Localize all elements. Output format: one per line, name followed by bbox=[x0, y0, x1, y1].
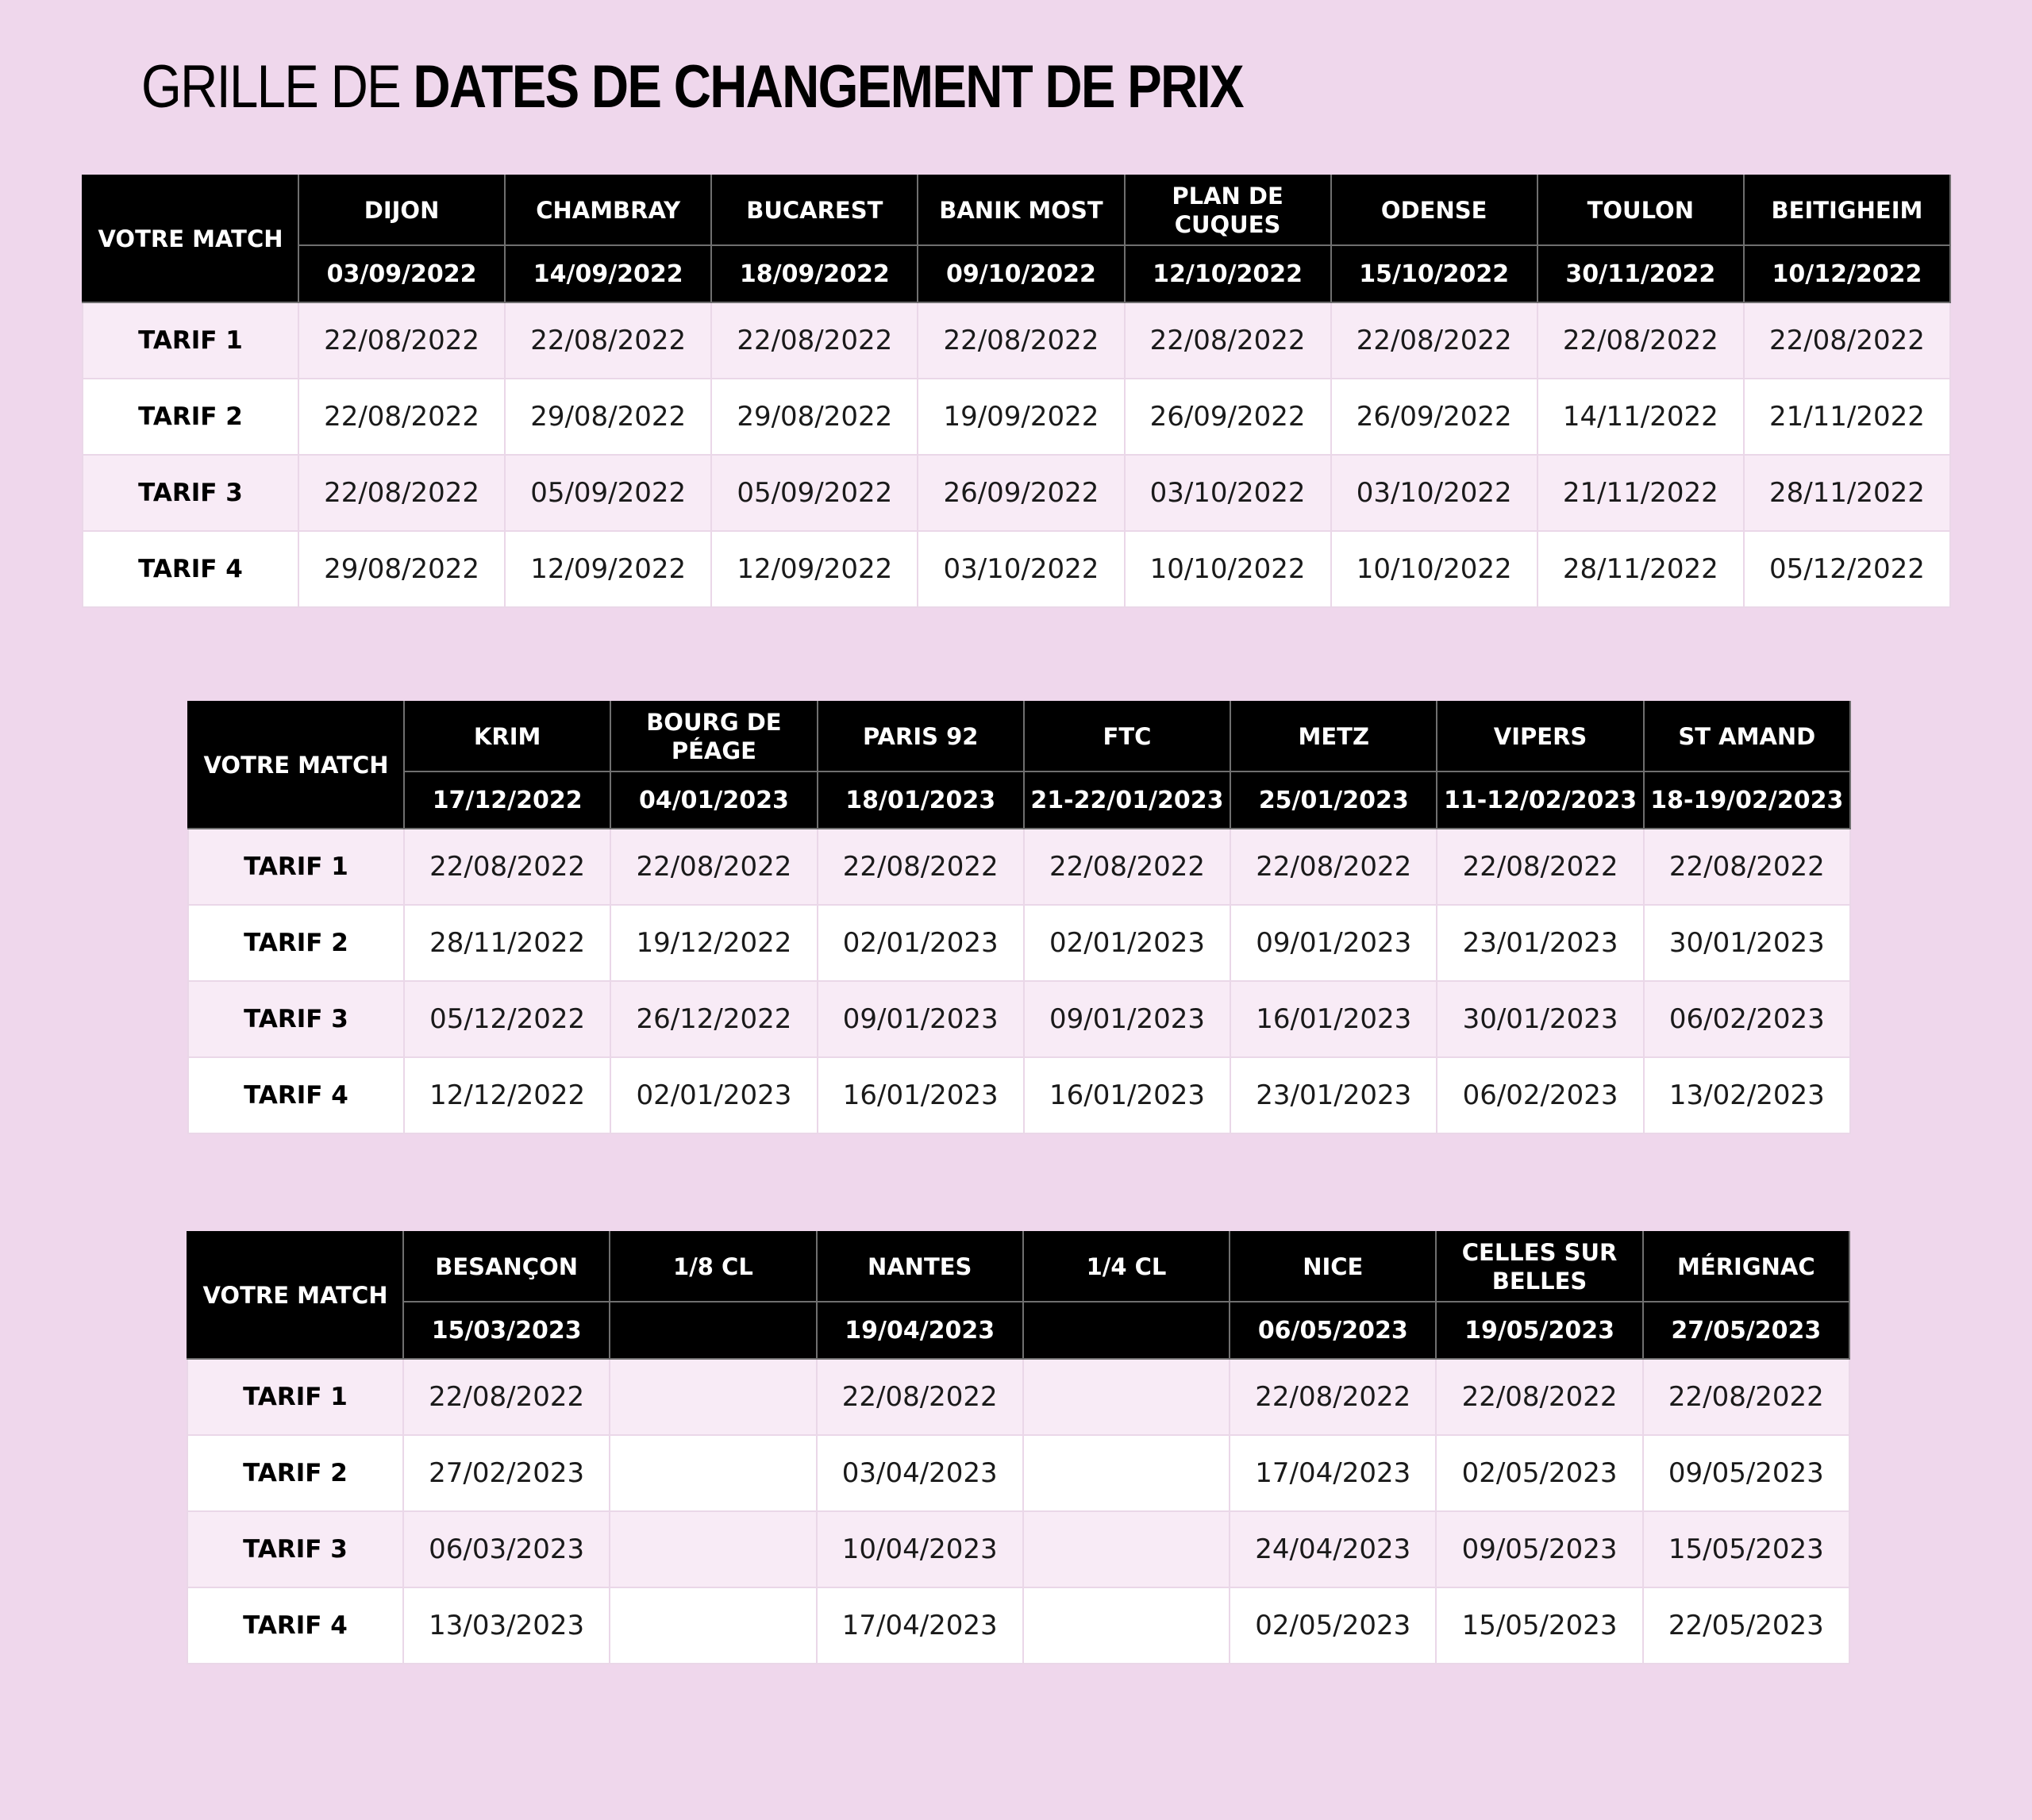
price-change-date-cell: 09/01/2023 bbox=[1230, 905, 1437, 981]
price-change-date-cell: 29/08/2022 bbox=[711, 379, 918, 455]
price-change-date-cell: 05/12/2022 bbox=[1744, 531, 1950, 607]
price-change-date-cell bbox=[1023, 1511, 1230, 1587]
price-change-date-cell: 24/04/2023 bbox=[1230, 1511, 1436, 1587]
price-change-date-cell: 29/08/2022 bbox=[298, 531, 505, 607]
column-header-match-date: 06/05/2023 bbox=[1230, 1302, 1436, 1359]
price-change-date-cell: 26/12/2022 bbox=[610, 981, 817, 1057]
row-label-tarif: TARIF 3 bbox=[83, 455, 298, 531]
price-change-date-cell: 28/11/2022 bbox=[1744, 455, 1950, 531]
column-header-match-name: ST AMAND bbox=[1644, 702, 1850, 771]
table-row bbox=[188, 829, 1850, 905]
column-header-match-name: NANTES bbox=[817, 1232, 1023, 1302]
column-header-match-date: 09/10/2022 bbox=[918, 245, 1124, 302]
column-header-match-date: 10/12/2022 bbox=[1744, 245, 1950, 302]
price-change-date-cell: 15/05/2023 bbox=[1643, 1511, 1849, 1587]
column-header-match-date: 15/03/2023 bbox=[403, 1302, 610, 1359]
price-change-date-cell: 22/08/2022 bbox=[1024, 829, 1230, 905]
price-change-date-cell: 19/12/2022 bbox=[610, 905, 817, 981]
row-label-tarif: TARIF 2 bbox=[83, 379, 298, 455]
price-change-date-cell: 12/12/2022 bbox=[404, 1057, 610, 1133]
price-change-date-cell: 06/02/2023 bbox=[1644, 981, 1850, 1057]
price-change-date-cell: 16/01/2023 bbox=[818, 1057, 1024, 1133]
table-header bbox=[188, 702, 1850, 829]
price-change-date-cell: 09/01/2023 bbox=[818, 981, 1024, 1057]
table-row bbox=[187, 1359, 1849, 1435]
table-header bbox=[83, 175, 1950, 302]
price-change-date-cell: 06/03/2023 bbox=[403, 1511, 610, 1587]
corner-cell-votre-match: VOTRE MATCH bbox=[188, 702, 404, 829]
column-header-match-name: DIJON bbox=[298, 175, 505, 245]
price-change-date-cell: 17/04/2023 bbox=[817, 1587, 1023, 1664]
price-change-date-cell: 30/01/2023 bbox=[1644, 905, 1850, 981]
price-change-date-cell: 22/08/2022 bbox=[918, 302, 1124, 379]
column-header-match-date: 11-12/02/2023 bbox=[1437, 771, 1643, 829]
price-change-date-cell: 13/03/2023 bbox=[403, 1587, 610, 1664]
table-row bbox=[187, 1511, 1849, 1587]
row-label-tarif: TARIF 4 bbox=[188, 1057, 404, 1133]
table-row bbox=[83, 379, 1950, 455]
price-change-date-cell: 22/08/2022 bbox=[1643, 1359, 1849, 1435]
column-header-match-date: 17/12/2022 bbox=[404, 771, 610, 829]
price-change-date-cell: 02/01/2023 bbox=[818, 905, 1024, 981]
price-table-1 bbox=[82, 175, 1951, 608]
price-change-date-cell: 23/01/2023 bbox=[1437, 905, 1643, 981]
price-change-date-cell: 12/09/2022 bbox=[505, 531, 711, 607]
price-change-date-cell: 22/08/2022 bbox=[403, 1359, 610, 1435]
price-change-date-cell: 10/04/2023 bbox=[817, 1511, 1023, 1587]
column-header-match-name: TOULON bbox=[1537, 175, 1744, 245]
price-change-date-cell: 14/11/2022 bbox=[1537, 379, 1744, 455]
row-label-tarif: TARIF 1 bbox=[187, 1359, 403, 1435]
column-header-match-date bbox=[1023, 1302, 1230, 1359]
header-row-matches bbox=[187, 1232, 1849, 1302]
price-change-date-cell: 03/10/2022 bbox=[1331, 455, 1537, 531]
table-row bbox=[187, 1587, 1849, 1664]
price-change-date-cell: 22/08/2022 bbox=[404, 829, 610, 905]
price-change-date-cell: 22/08/2022 bbox=[298, 379, 505, 455]
column-header-match-name: FTC bbox=[1024, 702, 1230, 771]
column-header-match-name: CHAMBRAY bbox=[505, 175, 711, 245]
column-header-match-name: BOURG DE PÉAGE bbox=[610, 702, 817, 771]
corner-cell-votre-match: VOTRE MATCH bbox=[187, 1232, 403, 1359]
column-header-match-name: MÉRIGNAC bbox=[1643, 1232, 1849, 1302]
price-change-date-cell: 16/01/2023 bbox=[1024, 1057, 1230, 1133]
price-change-date-cell: 22/08/2022 bbox=[1437, 829, 1643, 905]
price-change-date-cell: 22/08/2022 bbox=[1436, 1359, 1642, 1435]
price-change-date-cell: 02/01/2023 bbox=[1024, 905, 1230, 981]
table-body bbox=[188, 829, 1850, 1133]
row-label-tarif: TARIF 4 bbox=[187, 1587, 403, 1664]
price-change-date-cell: 22/08/2022 bbox=[505, 302, 711, 379]
price-change-date-cell: 29/08/2022 bbox=[505, 379, 711, 455]
price-change-date-cell: 22/08/2022 bbox=[817, 1359, 1023, 1435]
price-change-date-cell: 05/12/2022 bbox=[404, 981, 610, 1057]
price-change-date-cell: 03/04/2023 bbox=[817, 1435, 1023, 1511]
price-change-date-cell: 03/10/2022 bbox=[918, 531, 1124, 607]
price-change-date-cell: 05/09/2022 bbox=[505, 455, 711, 531]
column-header-match-date: 18/01/2023 bbox=[818, 771, 1024, 829]
price-change-date-cell: 22/05/2023 bbox=[1643, 1587, 1849, 1664]
column-header-match-date: 04/01/2023 bbox=[610, 771, 817, 829]
price-change-date-cell: 28/11/2022 bbox=[404, 905, 610, 981]
column-header-match-date: 15/10/2022 bbox=[1331, 245, 1537, 302]
price-change-date-cell: 22/08/2022 bbox=[1230, 1359, 1436, 1435]
table-header bbox=[187, 1232, 1849, 1359]
corner-cell-votre-match: VOTRE MATCH bbox=[83, 175, 298, 302]
header-row-match-dates bbox=[188, 771, 1850, 829]
column-header-match-name: METZ bbox=[1230, 702, 1437, 771]
column-header-match-name: ODENSE bbox=[1331, 175, 1537, 245]
header-row-match-dates bbox=[83, 245, 1950, 302]
price-change-date-cell: 05/09/2022 bbox=[711, 455, 918, 531]
column-header-match-date: 21-22/01/2023 bbox=[1024, 771, 1230, 829]
column-header-match-date: 18-19/02/2023 bbox=[1644, 771, 1850, 829]
price-change-date-cell: 28/11/2022 bbox=[1537, 531, 1744, 607]
column-header-match-date: 19/05/2023 bbox=[1436, 1302, 1642, 1359]
price-change-date-cell: 10/10/2022 bbox=[1125, 531, 1331, 607]
price-change-date-cell: 13/02/2023 bbox=[1644, 1057, 1850, 1133]
table-body bbox=[187, 1359, 1849, 1664]
column-header-match-name: KRIM bbox=[404, 702, 610, 771]
row-label-tarif: TARIF 4 bbox=[83, 531, 298, 607]
row-label-tarif: TARIF 2 bbox=[188, 905, 404, 981]
price-change-date-cell: 12/09/2022 bbox=[711, 531, 918, 607]
table-row bbox=[188, 905, 1850, 981]
table-row bbox=[83, 531, 1950, 607]
column-header-match-date: 14/09/2022 bbox=[505, 245, 711, 302]
price-change-date-cell: 22/08/2022 bbox=[298, 455, 505, 531]
price-change-date-cell bbox=[610, 1587, 816, 1664]
column-header-match-date: 27/05/2023 bbox=[1643, 1302, 1849, 1359]
column-header-match-date: 30/11/2022 bbox=[1537, 245, 1744, 302]
price-change-date-cell: 22/08/2022 bbox=[1744, 302, 1950, 379]
header-row-matches bbox=[188, 702, 1850, 771]
price-change-date-cell: 15/05/2023 bbox=[1436, 1587, 1642, 1664]
price-change-date-cell: 09/05/2023 bbox=[1436, 1511, 1642, 1587]
price-change-date-cell: 02/05/2023 bbox=[1436, 1435, 1642, 1511]
price-change-date-cell: 22/08/2022 bbox=[1331, 302, 1537, 379]
price-table-3 bbox=[187, 1231, 1850, 1664]
row-label-tarif: TARIF 1 bbox=[188, 829, 404, 905]
price-change-date-cell bbox=[1023, 1435, 1230, 1511]
column-header-match-name: 1/4 CL bbox=[1023, 1232, 1230, 1302]
page-title-light: GRILLE DE bbox=[141, 53, 414, 121]
row-label-tarif: TARIF 3 bbox=[188, 981, 404, 1057]
row-label-tarif: TARIF 1 bbox=[83, 302, 298, 379]
table-row bbox=[187, 1435, 1849, 1511]
table-row bbox=[188, 981, 1850, 1057]
price-change-date-cell: 02/05/2023 bbox=[1230, 1587, 1436, 1664]
table-body bbox=[83, 302, 1950, 607]
price-change-date-cell: 22/08/2022 bbox=[711, 302, 918, 379]
header-row-matches bbox=[83, 175, 1950, 245]
price-change-date-cell: 09/05/2023 bbox=[1643, 1435, 1849, 1511]
column-header-match-date: 03/09/2022 bbox=[298, 245, 505, 302]
price-change-date-cell: 17/04/2023 bbox=[1230, 1435, 1436, 1511]
price-change-date-cell: 03/10/2022 bbox=[1125, 455, 1331, 531]
price-change-date-cell: 22/08/2022 bbox=[1644, 829, 1850, 905]
column-header-match-name: PARIS 92 bbox=[818, 702, 1024, 771]
header-row-match-dates bbox=[187, 1302, 1849, 1359]
table-row bbox=[83, 455, 1950, 531]
price-change-date-cell: 21/11/2022 bbox=[1537, 455, 1744, 531]
price-change-date-cell: 23/01/2023 bbox=[1230, 1057, 1437, 1133]
price-change-date-cell: 22/08/2022 bbox=[610, 829, 817, 905]
page-title bbox=[141, 49, 1243, 125]
column-header-match-date: 19/04/2023 bbox=[817, 1302, 1023, 1359]
price-change-date-cell: 22/08/2022 bbox=[298, 302, 505, 379]
price-change-date-cell: 26/09/2022 bbox=[1331, 379, 1537, 455]
price-change-date-cell: 26/09/2022 bbox=[1125, 379, 1331, 455]
price-change-date-cell bbox=[1023, 1359, 1230, 1435]
price-change-date-cell bbox=[1023, 1587, 1230, 1664]
column-header-match-name: VIPERS bbox=[1437, 702, 1643, 771]
price-change-date-cell: 10/10/2022 bbox=[1331, 531, 1537, 607]
price-change-date-cell: 09/01/2023 bbox=[1024, 981, 1230, 1057]
price-change-date-cell bbox=[610, 1435, 816, 1511]
price-change-date-cell: 30/01/2023 bbox=[1437, 981, 1643, 1057]
price-change-date-cell: 21/11/2022 bbox=[1744, 379, 1950, 455]
price-change-date-cell: 22/08/2022 bbox=[1230, 829, 1437, 905]
column-header-match-name: CELLES SUR BELLES bbox=[1436, 1232, 1642, 1302]
row-label-tarif: TARIF 3 bbox=[187, 1511, 403, 1587]
price-change-date-cell: 22/08/2022 bbox=[818, 829, 1024, 905]
price-change-date-cell: 22/08/2022 bbox=[1125, 302, 1331, 379]
row-label-tarif: TARIF 2 bbox=[187, 1435, 403, 1511]
price-table-2 bbox=[187, 701, 1851, 1134]
price-change-date-cell: 16/01/2023 bbox=[1230, 981, 1437, 1057]
price-change-date-cell: 22/08/2022 bbox=[1537, 302, 1744, 379]
price-change-date-cell: 06/02/2023 bbox=[1437, 1057, 1643, 1133]
column-header-match-date: 18/09/2022 bbox=[711, 245, 918, 302]
page-title-bold: DATES DE CHANGEMENT DE PRIX bbox=[413, 53, 1243, 121]
price-change-date-cell: 02/01/2023 bbox=[610, 1057, 817, 1133]
price-change-date-cell: 19/09/2022 bbox=[918, 379, 1124, 455]
column-header-match-name: BESANÇON bbox=[403, 1232, 610, 1302]
column-header-match-date: 12/10/2022 bbox=[1125, 245, 1331, 302]
column-header-match-name: NICE bbox=[1230, 1232, 1436, 1302]
price-change-date-cell bbox=[610, 1511, 816, 1587]
column-header-match-name: BANIK MOST bbox=[918, 175, 1124, 245]
column-header-match-name: BUCAREST bbox=[711, 175, 918, 245]
price-change-date-cell bbox=[610, 1359, 816, 1435]
column-header-match-name: PLAN DE CUQUES bbox=[1125, 175, 1331, 245]
column-header-match-name: 1/8 CL bbox=[610, 1232, 816, 1302]
column-header-match-name: BEITIGHEIM bbox=[1744, 175, 1950, 245]
column-header-match-date: 25/01/2023 bbox=[1230, 771, 1437, 829]
price-change-date-cell: 26/09/2022 bbox=[918, 455, 1124, 531]
table-row bbox=[83, 302, 1950, 379]
table-row bbox=[188, 1057, 1850, 1133]
price-change-date-cell: 27/02/2023 bbox=[403, 1435, 610, 1511]
column-header-match-date bbox=[610, 1302, 816, 1359]
